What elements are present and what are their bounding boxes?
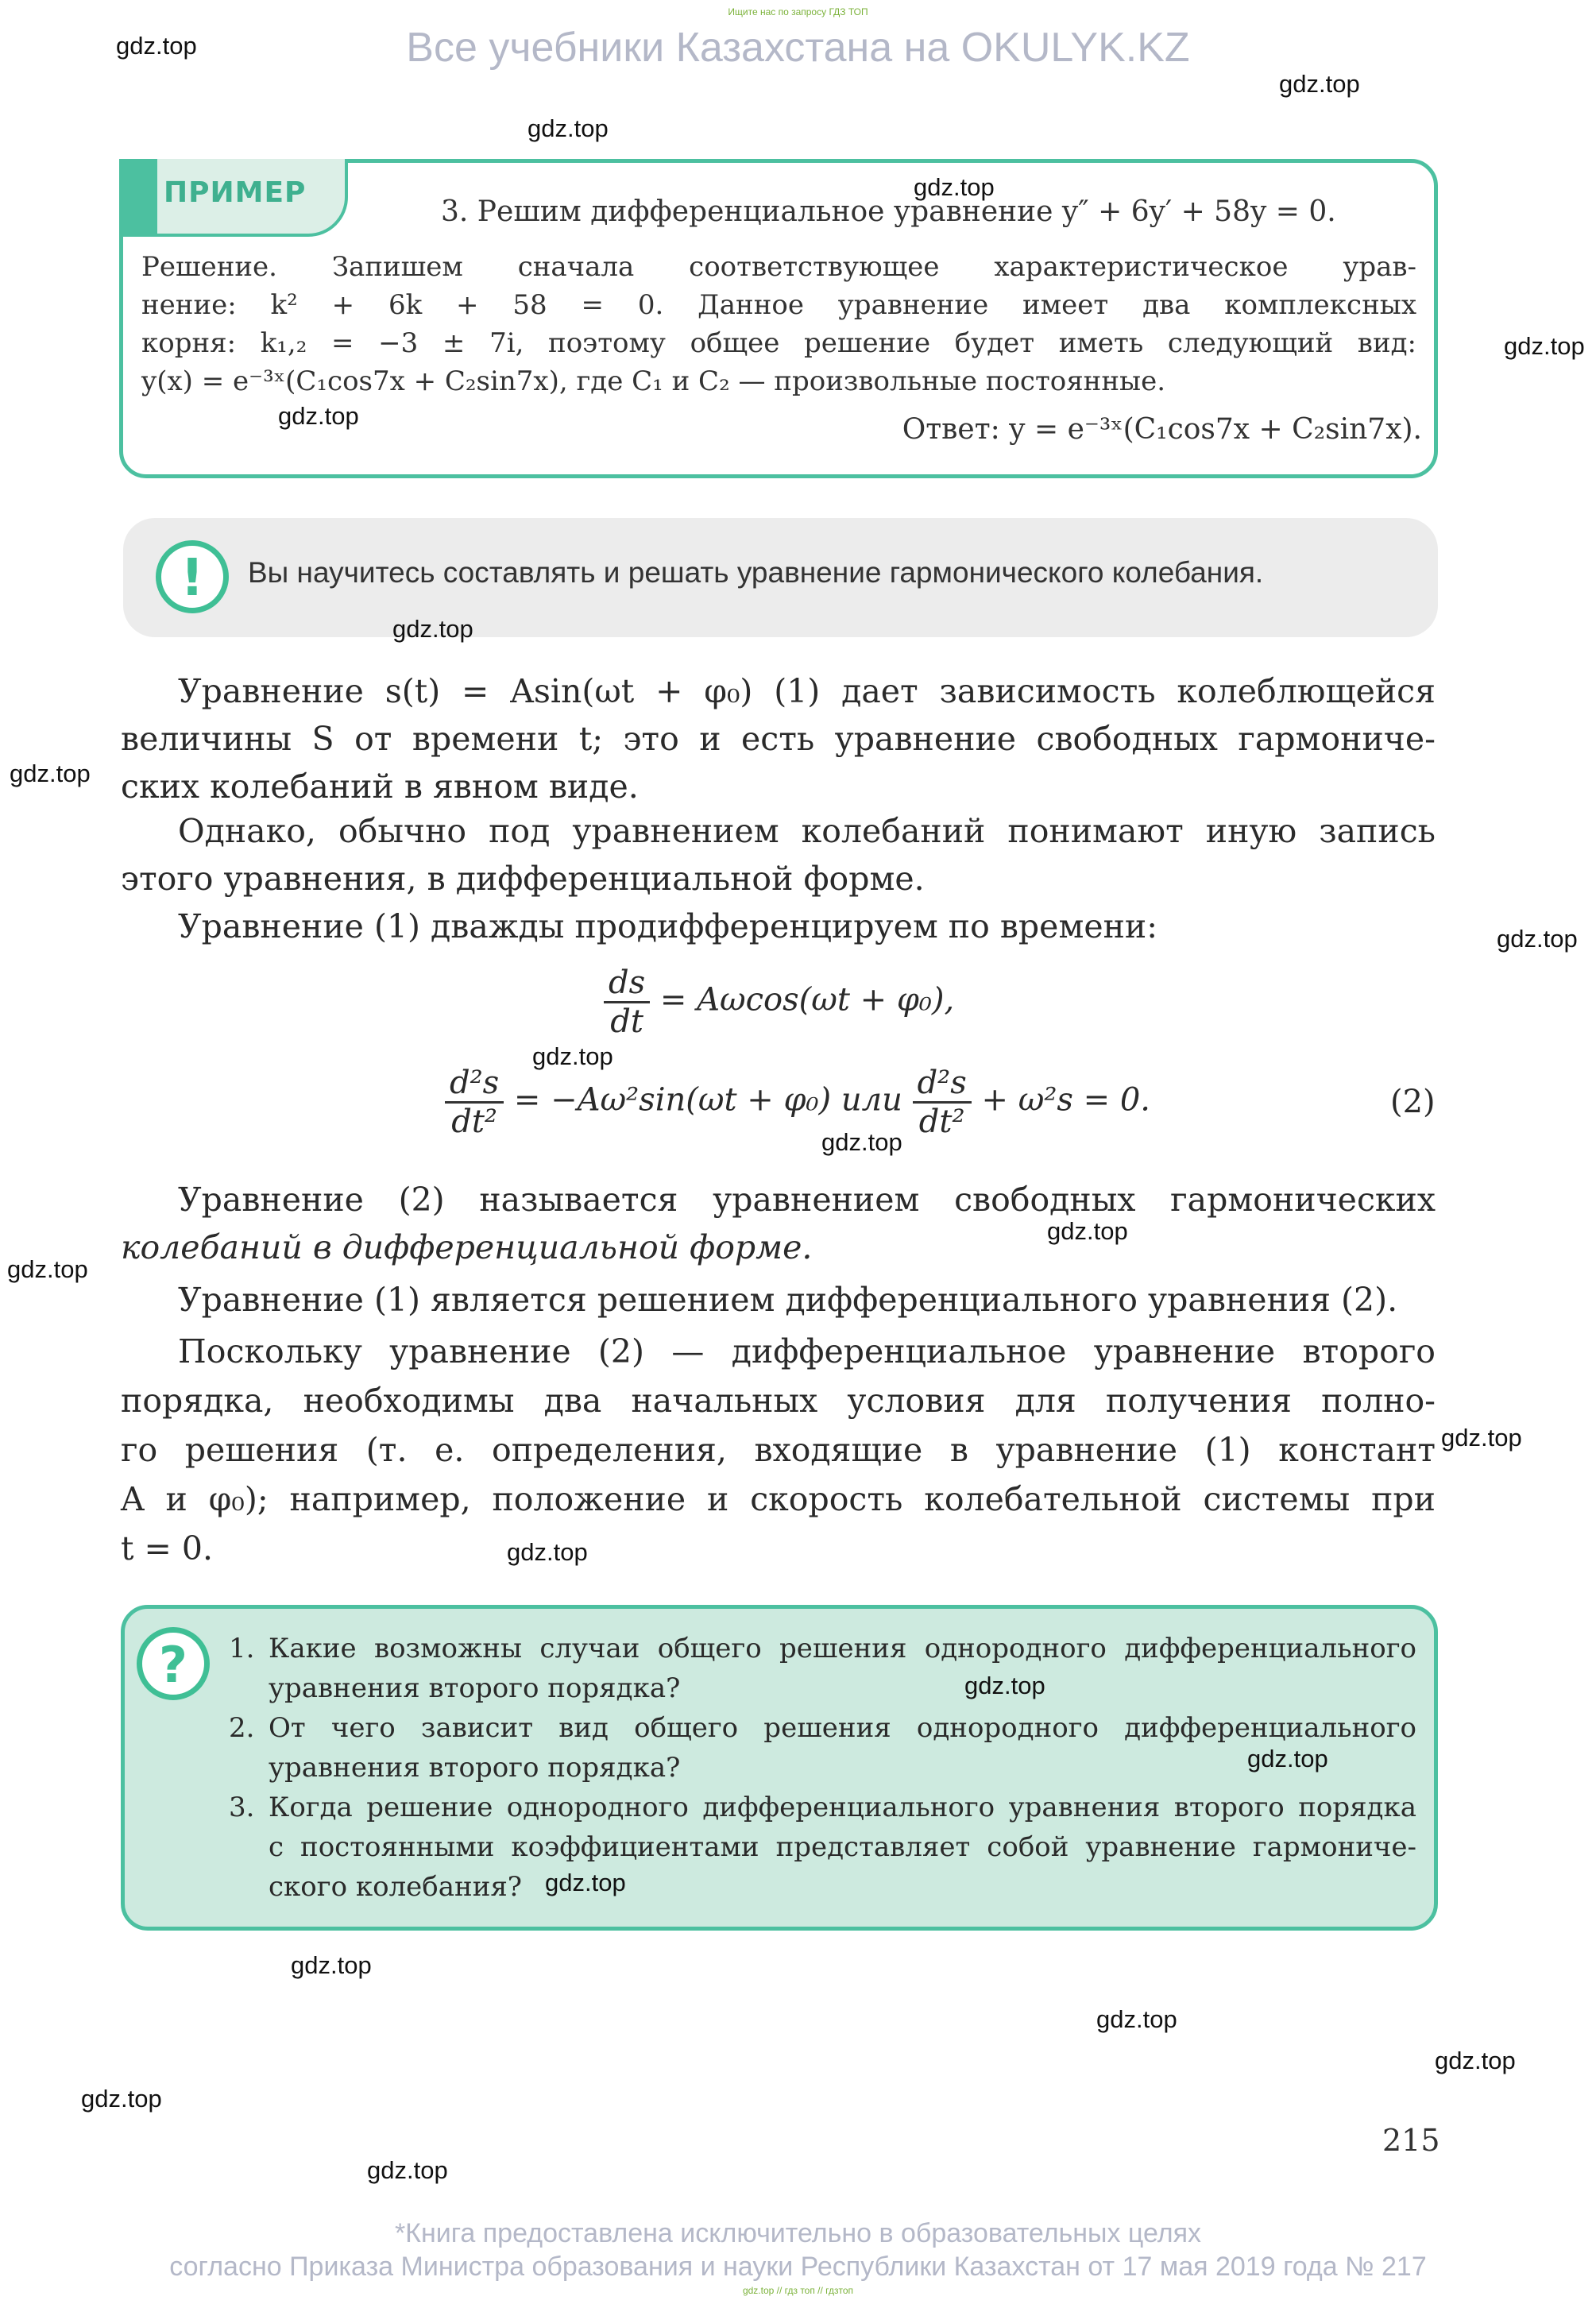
watermark: gdz.top xyxy=(278,402,359,430)
solution-line: корня: k₁,₂ = −3 ± 7i, поэтому общее решение будет иметь следующий вид: xyxy=(141,327,1416,359)
top-note: Ищите нас по запросу ГДЗ ТОП xyxy=(728,6,868,17)
solution-line: y(x) = e⁻³ˣ(C₁cos7x + C₂sin7x), где C₁ и C₂ — произвольные постоянные. xyxy=(141,365,1165,397)
watermark: gdz.top xyxy=(7,1255,88,1283)
text-line: Поскольку уравнение (2) — дифференциальное уравнение второго xyxy=(178,1332,1436,1370)
watermark: gdz.top xyxy=(1279,70,1360,98)
text-line: этого уравнения, в дифференциальной форме. xyxy=(121,860,925,898)
text-line: порядка, необходимы два начальных условия для получения полно- xyxy=(121,1382,1436,1420)
watermark: gdz.top xyxy=(821,1128,902,1156)
watermark: gdz.top xyxy=(1435,2047,1516,2074)
watermark: gdz.top xyxy=(914,173,995,201)
question-mark-icon: ? xyxy=(137,1627,210,1700)
equation-number: (2) xyxy=(1390,1084,1436,1120)
text-line: Уравнение (1) является решением дифференциального уравнения (2). xyxy=(178,1281,1398,1319)
footer-line-2: согласно Приказа Министра образования и науки Республики Казахстан от 17 мая 2019 года № 217 xyxy=(169,2252,1427,2282)
question-line: Когда решение однородного дифференциального уравнения второго порядка xyxy=(269,1792,1416,1823)
footer-line-1: *Книга предоставлена исключительно в образовательных целях xyxy=(394,2218,1202,2248)
question-item xyxy=(229,1788,1416,1907)
questions-list xyxy=(229,1629,1416,1907)
goal-text: Вы научитесь составлять и решать уравнение гармонического колебания. xyxy=(248,556,1264,589)
watermark: gdz.top xyxy=(81,2085,162,2113)
formula-rhs: = Aωcos(ωt + φ₀), xyxy=(659,981,955,1019)
watermark: gdz.top xyxy=(10,760,91,787)
question-item xyxy=(229,1708,1416,1788)
paragraph-4 xyxy=(121,1176,1436,1271)
text-line: го решения (т. е. определения, входящие в уравнение (1) констант xyxy=(121,1431,1436,1469)
question-line: с постоянными коэффициентами представляет собой уравнение гармониче- xyxy=(269,1831,1416,1863)
paragraph-6 xyxy=(121,1327,1436,1573)
formula-2 xyxy=(445,1065,1150,1140)
example-tab xyxy=(119,159,348,237)
fraction-denominator: dt xyxy=(610,1003,643,1040)
example-solution xyxy=(141,248,1416,400)
question-number: 3. xyxy=(229,1792,255,1823)
solution-line: Решение. Запишем сначала соответствующее характеристическое урав- xyxy=(141,251,1416,283)
text-line: Уравнение s(t) = Asin(ωt + φ₀) (1) дает зависимость колеблющейся xyxy=(178,672,1436,710)
watermark: gdz.top xyxy=(1497,925,1578,953)
paragraph-2 xyxy=(121,807,1436,903)
text-line: Уравнение (2) называется уравнением свободных гармонических xyxy=(178,1181,1436,1219)
watermark: gdz.top xyxy=(392,615,473,643)
watermark: gdz.top xyxy=(964,1672,1045,1699)
question-number: 1. xyxy=(229,1633,255,1664)
text-line: величины S от времени t; это и есть уравнение свободных гармониче- xyxy=(121,720,1436,758)
text-line: Однако, обычно под уравнением колебаний понимают иную запись xyxy=(178,812,1436,850)
paragraph-3 xyxy=(121,903,1436,950)
text-line: t = 0. xyxy=(121,1529,214,1568)
question-number: 2. xyxy=(229,1712,255,1744)
watermark: gdz.top xyxy=(116,32,197,60)
text-line: колебаний в дифференциальной форме. xyxy=(121,1228,813,1266)
question-line: Какие возможны случаи общего решения однородного дифференциального xyxy=(269,1633,1416,1664)
page-number: 215 xyxy=(1382,2123,1440,2158)
formula-1 xyxy=(604,965,954,1040)
paragraph-5 xyxy=(121,1276,1436,1324)
question-line: уравнения второго порядка? xyxy=(269,1672,681,1704)
fraction-denominator: dt² xyxy=(918,1104,965,1140)
example-task: 3. Решим дифференциальное уравнение y″ + 6y′ + 58y = 0. xyxy=(441,195,1336,228)
watermark: gdz.top xyxy=(1441,1424,1522,1452)
question-line: ского колебания? xyxy=(269,1871,523,1903)
fraction xyxy=(913,1065,972,1140)
question-line: уравнения второго порядка? xyxy=(269,1752,681,1784)
example-answer: Ответ: y = e⁻³ˣ(C₁cos7x + C₂sin7x). xyxy=(902,413,1422,446)
paragraph-1 xyxy=(121,667,1436,810)
exclamation-icon: ! xyxy=(156,540,229,613)
example-label: ПРИМЕР xyxy=(164,176,307,209)
watermark: gdz.top xyxy=(527,114,609,142)
watermark: gdz.top xyxy=(532,1042,613,1070)
fraction-denominator: dt² xyxy=(451,1104,497,1140)
text-line: Уравнение (1) дважды продифференцируем по времени: xyxy=(178,907,1158,945)
watermark: gdz.top xyxy=(545,1869,626,1896)
site-title[interactable]: Все учебники Казахстана на OKULYK.KZ xyxy=(406,25,1190,71)
watermark: gdz.top xyxy=(1247,1745,1328,1772)
example-tab-stripe xyxy=(119,159,157,234)
fraction-numerator: d²s xyxy=(445,1065,504,1104)
formula-rhs: = −Aω²sin(ωt + φ₀) или xyxy=(513,1081,902,1119)
fraction xyxy=(445,1065,504,1140)
question-item xyxy=(229,1629,1416,1708)
question-line: От чего зависит вид общего решения однородного дифференциального xyxy=(269,1712,1416,1744)
watermark: gdz.top xyxy=(1504,332,1585,360)
fraction xyxy=(604,965,650,1040)
fraction-numerator: d²s xyxy=(913,1065,972,1104)
text-line: ских колебаний в явном виде. xyxy=(121,767,639,806)
watermark: gdz.top xyxy=(1096,2005,1177,2033)
solution-line: нение: k² + 6k + 58 = 0. Данное уравнение имеет два комплексных xyxy=(141,289,1416,321)
fraction-numerator: ds xyxy=(604,965,650,1003)
watermark: gdz.top xyxy=(1047,1217,1128,1245)
formula-rhs: + ω²s = 0. xyxy=(981,1081,1150,1119)
footer-line-3: gdz.top // гдз топ // гдзтоп xyxy=(742,2285,854,2296)
watermark: gdz.top xyxy=(291,1951,372,1979)
watermark: gdz.top xyxy=(367,2156,448,2184)
watermark: gdz.top xyxy=(507,1538,588,1566)
text-line: A и φ₀); например, положение и скорость колебательной системы при xyxy=(121,1480,1436,1518)
